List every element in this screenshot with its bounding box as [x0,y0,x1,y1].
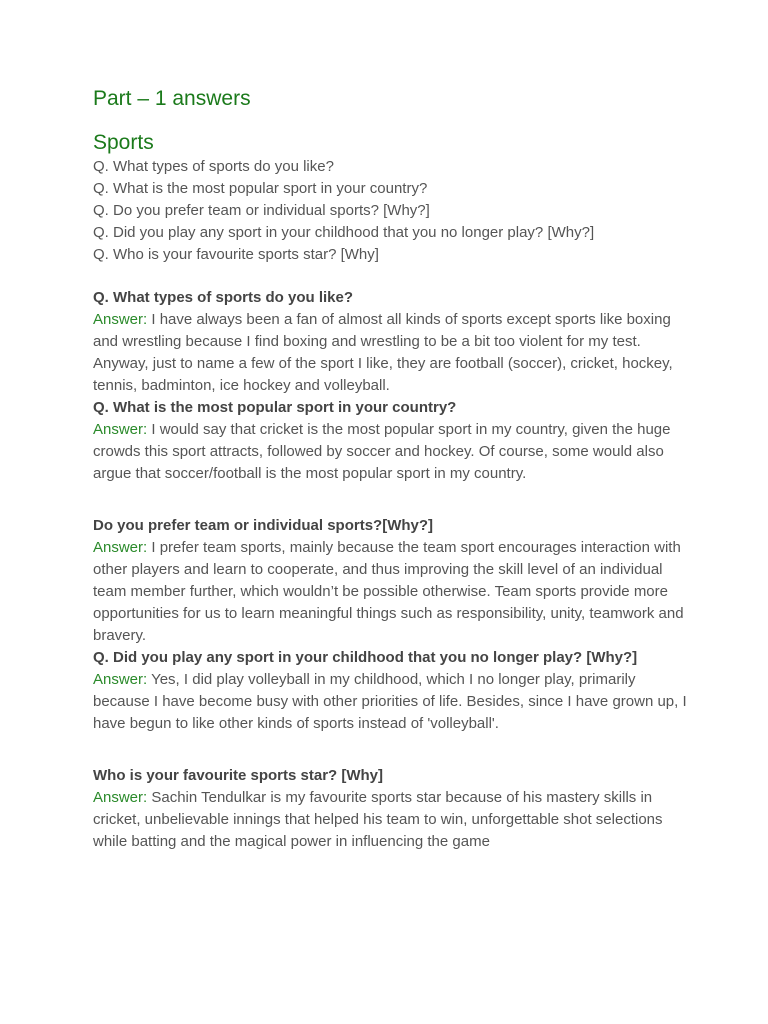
document-page [93,84,693,853]
question-list-item: Q. What types of sports do you like? [93,158,334,175]
answer-label: Answer: [93,421,148,438]
section-title: Sports [93,131,154,154]
qa-answer [93,787,693,853]
question-list-item: Q. Did you play any sport in your childhood that you no longer play? [Why?] [93,224,595,241]
qa-answer [93,669,693,735]
answer-text: I prefer team sports, mainly because the team sport encourages interaction with other players and learn to cooperate, and thus improving the skill level of an individual team member further, which wouldn’t be possible otherwise. Team sports provide more opportunities for us to learn meaningful things such as responsibility, unity, teamwork and bravery. [93,539,684,644]
answer-text: I would say that cricket is the most popular sport in my country, given the huge crowds this sport attracts, followed by soccer and hockey. Of course, some would also argue that soccer/football is the most popular sport in my country. [93,421,671,482]
qa-block-5 [93,765,693,853]
qa-block-1 [93,287,693,397]
answer-label: Answer: [93,311,148,328]
qa-block-4 [93,647,693,735]
qa-answer [93,537,693,647]
question-list-item: Q. Who is your favourite sports star? [Why] [93,246,379,263]
answer-label: Answer: [93,539,148,556]
page-heading: Part – 1 answers [93,87,251,110]
question-list-item: Q. What is the most popular sport in your country? [93,180,428,197]
spacer [93,735,693,765]
question-list [93,156,693,266]
spacer [93,485,693,515]
answer-text: Sachin Tendulkar is my favourite sports star because of his mastery skills in cricket, unbelievable innings that helped his team to win, unforgettable shot selections while batting and the magical power in influencing the game [93,789,663,850]
qa-question: Q. What types of sports do you like? [93,289,354,306]
qa-question: Who is your favourite sports star? [Why] [93,767,384,784]
qa-question: Q. Did you play any sport in your childhood that you no longer play? [Why?] [93,649,638,666]
answer-text: Yes, I did play volleyball in my childhood, which I no longer play, primarily because I have become busy with other priorities of life. Besides, since I have grown up, I have begun to like other kinds of sports instead of 'volleyball'. [93,671,687,732]
qa-question: Q. What is the most popular sport in your country? [93,399,457,416]
question-list-item: Q. Do you prefer team or individual sports? [Why?] [93,202,430,219]
qa-question: Do you prefer team or individual sports?[Why?] [93,517,434,534]
qa-answer [93,419,693,485]
qa-block-2 [93,397,693,485]
qa-answer [93,309,693,397]
answer-label: Answer: [93,671,148,688]
answer-label: Answer: [93,789,148,806]
qa-block-3 [93,515,693,647]
answer-text: I have always been a fan of almost all kinds of sports except sports like boxing and wrestling because I find boxing and wrestling to be a bit too violent for my test. Anyway, just to name a few of the sport I like, they are football (soccer), cricket, hockey, tennis, badminton, ice hockey and volleyball. [93,311,673,394]
